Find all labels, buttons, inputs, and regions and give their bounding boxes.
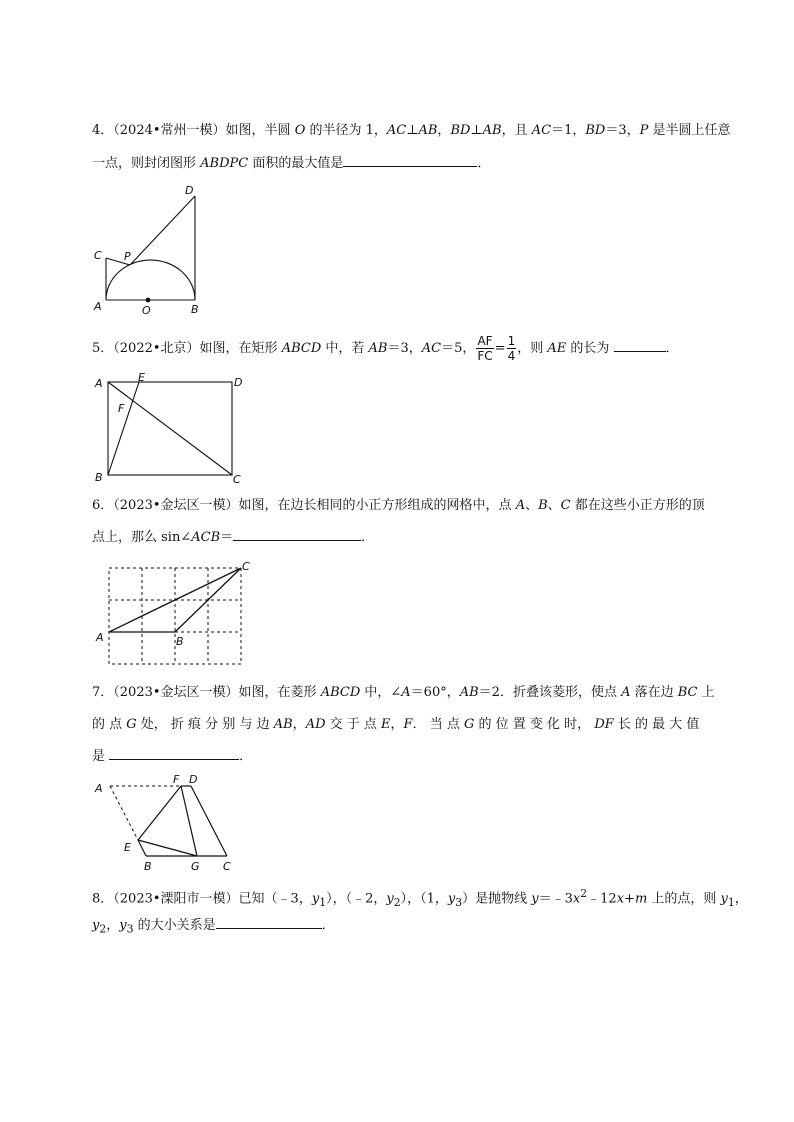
q7-var: AB <box>459 685 479 700</box>
q4-number: 4． <box>92 123 114 138</box>
q7-line3 <box>92 747 252 766</box>
q8-source: （2023•溧阳市一模） <box>113 891 239 907</box>
q7-text: 长 的 最 大 值 <box>613 717 700 732</box>
q7-label-b: B <box>144 860 152 873</box>
q4-text: ＝1， <box>551 123 586 138</box>
q6-line2 <box>92 528 374 547</box>
q8-var: y <box>311 891 320 907</box>
q7-text: 如图，在菱形 <box>238 685 321 700</box>
q5-text: ＝3， <box>387 341 422 356</box>
q5-text: = <box>494 341 506 356</box>
q4-text: ． <box>477 156 491 171</box>
q7-var: G <box>126 717 137 732</box>
q5-line1 <box>92 334 679 363</box>
q4-var: AC <box>531 123 552 138</box>
q4-var: ABDPC <box>200 156 249 171</box>
q4-text: 一点，则封闭图形 <box>92 156 201 171</box>
q4-text: ，且 <box>501 123 532 138</box>
q8-var: y <box>386 891 394 907</box>
q6-answer-blank[interactable] <box>233 528 361 541</box>
q8-var: y <box>531 891 539 907</box>
q7-label-c: C <box>223 860 231 873</box>
q5-text: 如图，在矩形 <box>199 341 282 356</box>
q7-label-e: E <box>124 841 131 854</box>
q7-text: 的 点 <box>92 717 127 732</box>
q7-text: ＝2．折叠该菱形，使点 <box>478 685 622 700</box>
q7-text: 交 于 点 <box>325 717 382 732</box>
q8-text: 的大小关系是 <box>133 918 216 933</box>
q8-subscript: 1 <box>727 895 735 909</box>
q6-label-a: A <box>96 631 104 644</box>
q6-text: 、 <box>525 498 539 513</box>
q8-text: 已知（﹣3， <box>238 891 312 907</box>
q7-source: （2023•金坛区一模） <box>113 685 239 700</box>
q4-var: O <box>294 123 306 138</box>
q4-source: （2024•常州一模） <box>113 123 226 138</box>
q8-text: ， <box>106 918 120 933</box>
q8-subscript: 1 <box>319 895 327 909</box>
q5-text: ． <box>665 341 679 356</box>
q6-text: 如图，在边长相同的小正方形组成的网格中，点 <box>238 498 516 513</box>
q6-text: 、 <box>547 498 561 513</box>
q4-text: 面积的最大值是 <box>248 156 344 171</box>
q7-var: AD <box>305 717 326 732</box>
q8-text: + <box>624 891 635 907</box>
q7-text: 上 <box>697 685 715 700</box>
q5-label-a: A <box>95 377 103 390</box>
q8-text: ），（﹣2， <box>326 891 387 907</box>
q8-var: x <box>616 891 625 907</box>
q7-answer-blank[interactable] <box>109 747 239 760</box>
q4-var: P <box>639 123 649 138</box>
q5-source: （2022•北京） <box>113 341 200 356</box>
q4-label-o: O <box>142 304 151 317</box>
q6-var: ACB <box>191 530 221 545</box>
q4-var: BD⊥AB <box>450 123 502 138</box>
q4-var: AC⊥AB <box>386 123 438 138</box>
q8-text: ， <box>734 891 748 907</box>
q6-text: ＝ <box>220 530 234 545</box>
q5-label-c: C <box>233 473 241 486</box>
q4-text: 是半圆上任意 <box>648 123 731 138</box>
q7-var: F <box>403 717 413 732</box>
q4-line2 <box>92 154 490 173</box>
q5-var: AB <box>368 341 388 356</box>
q7-text: 是 <box>92 749 110 764</box>
q5-text: ，则 <box>517 341 548 356</box>
q7-var: A <box>401 685 411 700</box>
q8-line1 <box>92 885 748 912</box>
q4-figure <box>92 182 222 317</box>
q6-var: C <box>560 498 571 513</box>
q8-text: ． <box>321 918 335 933</box>
q5-frac-num: 1 <box>507 334 516 348</box>
q7-label-a: A <box>95 782 103 795</box>
q7-text: ＝60°， <box>410 685 460 700</box>
q8-answer-blank[interactable] <box>216 916 322 929</box>
q8-var: x <box>572 891 581 907</box>
q7-text: 落在边 <box>630 685 678 700</box>
q8-text: ），（1， <box>400 891 448 907</box>
q7-var: A <box>621 685 631 700</box>
q8-subscript: 2 <box>99 922 107 936</box>
q5-fraction-af-fc <box>476 334 493 363</box>
q4-label-b: B <box>191 303 199 316</box>
q8-var: y <box>447 891 456 907</box>
q7-text: ． 当 点 <box>412 717 464 732</box>
q7-var: BC <box>677 685 698 700</box>
q5-label-e: E <box>138 371 145 384</box>
q6-text: ． <box>361 530 375 545</box>
q7-var: G <box>463 717 475 732</box>
q4-label-a: A <box>94 300 102 313</box>
q7-line2 <box>92 716 699 734</box>
q7-label-f: F <box>173 773 180 786</box>
q6-number: 6． <box>92 498 114 513</box>
q6-text: 点上，那么 sin∠ <box>92 530 192 545</box>
q7-text: ． <box>239 749 253 764</box>
q4-var: BD <box>585 123 606 138</box>
q8-subscript: 3 <box>455 895 463 909</box>
q6-var: A <box>515 498 526 513</box>
q6-line1 <box>92 497 705 515</box>
q5-answer-blank[interactable] <box>614 339 666 352</box>
q5-frac-den: FC <box>477 349 493 363</box>
q5-label-b: B <box>95 471 103 484</box>
q5-number: 5． <box>92 341 114 356</box>
q8-subscript: 3 <box>126 922 134 936</box>
q4-label-c: C <box>94 249 102 262</box>
q7-figure <box>92 772 252 877</box>
q7-label-d: D <box>189 773 198 786</box>
q6-source: （2023•金坛区一模） <box>113 498 239 513</box>
q7-text: ， <box>292 717 306 732</box>
q5-text: 的长为 <box>566 341 614 356</box>
q7-var: E <box>381 717 391 732</box>
q4-text: ， <box>437 123 451 138</box>
q5-fraction-one-quarter <box>507 334 517 363</box>
q5-frac-den: 4 <box>507 349 516 363</box>
q8-text: 上的点，则 <box>647 891 721 907</box>
q4-label-p: P <box>124 250 131 263</box>
q8-number: 8． <box>92 891 114 907</box>
q7-line1 <box>92 684 715 702</box>
q7-var: ABCD <box>320 685 361 700</box>
q5-label-d: D <box>234 376 243 389</box>
q5-label-f: F <box>118 402 125 415</box>
q8-line2 <box>92 916 335 939</box>
q7-number: 7． <box>92 685 114 700</box>
q4-text: 如图，半圆 <box>225 123 295 138</box>
q5-text: ＝5， <box>441 341 476 356</box>
q6-label-b: B <box>176 635 184 648</box>
q5-frac-num: AF <box>477 334 493 348</box>
q6-text: 都在这些小正方形的顶 <box>570 498 705 513</box>
q8-text: ＝﹣3 <box>538 891 573 907</box>
q8-text: ﹣12 <box>587 891 617 907</box>
q8-superscript: 2 <box>580 887 588 900</box>
q6-var: B <box>538 498 548 513</box>
q6-label-c: C <box>242 560 250 573</box>
q7-label-g: G <box>191 860 200 873</box>
q8-var: y <box>92 918 100 933</box>
q8-var: m <box>634 891 648 907</box>
q5-var: AE <box>547 341 567 356</box>
q8-text: ）是抛物线 <box>462 891 532 907</box>
q5-figure <box>92 370 252 488</box>
q6-figure <box>92 560 267 672</box>
q7-text: ， <box>390 717 404 732</box>
q7-text: 中，∠ <box>360 685 402 700</box>
q7-var: DF <box>594 717 614 732</box>
q7-text: 的 位 置 变 化 时， <box>474 717 595 732</box>
q5-text: 中，若 <box>321 341 369 356</box>
q8-subscript: 2 <box>393 895 401 909</box>
q5-var: AC <box>421 341 442 356</box>
q4-answer-blank[interactable] <box>343 154 477 167</box>
q7-var: AB <box>273 717 293 732</box>
q8-var: y <box>720 891 728 907</box>
q4-text: ＝3， <box>605 123 640 138</box>
q4-text: 的半径为 1， <box>305 123 387 138</box>
q7-text: 处， 折 痕 分 别 与 边 <box>136 717 274 732</box>
q4-label-d: D <box>185 184 194 197</box>
q8-var: y <box>119 918 127 933</box>
q4-line1 <box>92 122 731 140</box>
q5-var: ABCD <box>281 341 322 356</box>
